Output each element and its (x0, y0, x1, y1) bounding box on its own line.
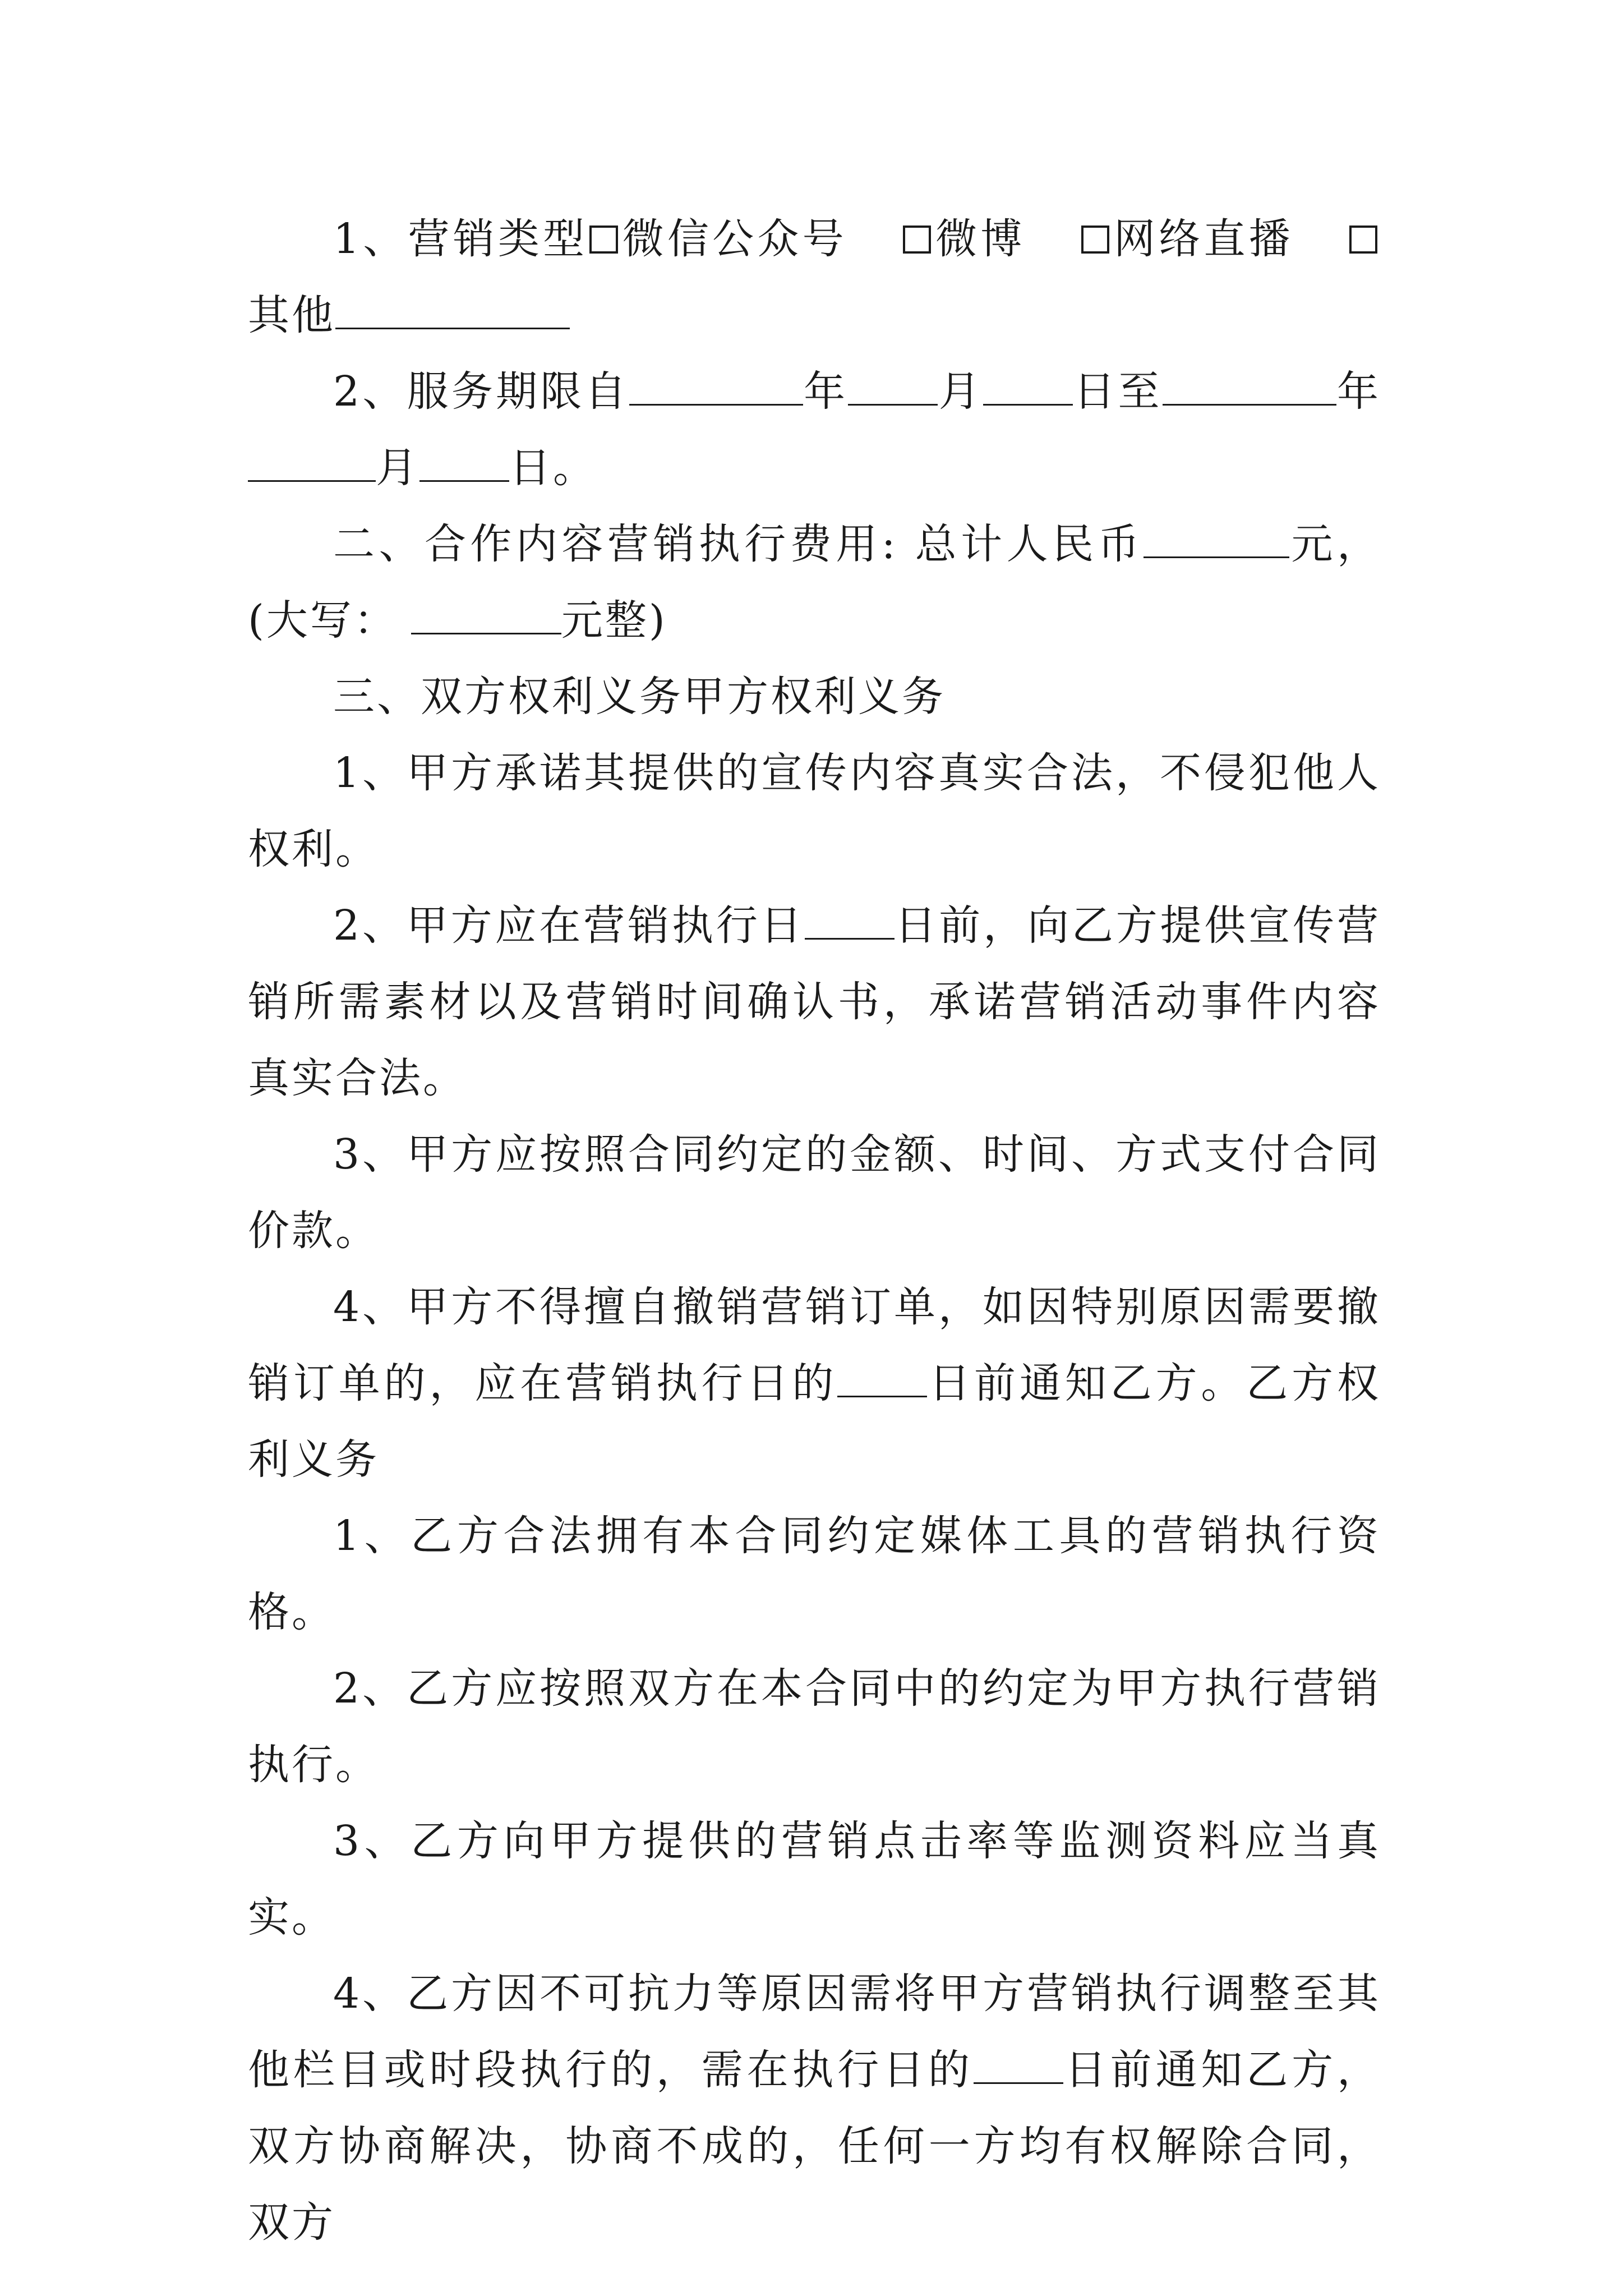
party-a-4-prefix: 4、甲方不得擅自撤销营销订单，如因特别原因需要撤销订单的，应在营销执行日的 (248, 1283, 1381, 1407)
document-body (248, 201, 1381, 2261)
checkbox-icon[interactable] (903, 226, 931, 254)
option-weibo: 微博 (934, 215, 1026, 263)
checkbox-icon[interactable] (1349, 226, 1377, 254)
year-label: 年 (803, 367, 849, 416)
days-blank[interactable] (805, 899, 895, 940)
days-blank[interactable] (974, 2043, 1063, 2084)
paragraph-party-a-3: 3、甲方应按照合同约定的金额、时间、方式支付合同价款。 (248, 1130, 1381, 1255)
fee-capital-label: 元，(大写： (248, 520, 1381, 645)
paragraph-party-b-3: 3、乙方向甲方提供的营销点击率等监测资料应当真实。 (248, 1817, 1381, 1941)
day-label: 日。 (509, 444, 597, 492)
party-b-4-prefix: 4、乙方因不可抗力等原因需将甲方营销执行调整至其他栏目或时段执行的，需在执行日的 (248, 1970, 1381, 2094)
paragraph-party-b-1: 1、乙方合法拥有本合同约定媒体工具的营销执行资格。 (248, 1512, 1381, 1636)
paragraph-party-a-4 (248, 1269, 1381, 1498)
marketing-type-label: 1、营销类型 (333, 215, 588, 263)
paragraph-party-a-2 (248, 887, 1381, 1116)
other-blank[interactable] (335, 288, 570, 329)
month-label: 月 (376, 444, 419, 492)
end-month-blank[interactable] (248, 441, 376, 482)
paragraph-party-b-4 (248, 1955, 1381, 2261)
start-day-blank[interactable] (983, 365, 1073, 406)
paragraph-marketing-type (248, 201, 1381, 353)
start-month-blank[interactable] (848, 365, 938, 406)
option-wechat: 微信公众号 (621, 215, 847, 263)
day-to-label: 日至 (1072, 367, 1163, 416)
end-year-blank[interactable] (1163, 365, 1336, 406)
party-a-4-suffix: 日前通知乙方。乙方权利义务 (248, 1359, 1381, 1484)
start-year-blank[interactable] (629, 365, 803, 406)
paragraph-party-b-2: 2、乙方应按照双方在本合同中的约定为甲方执行营销执行。 (248, 1664, 1381, 1789)
option-live-stream: 网络直播 (1112, 215, 1294, 263)
party-b-4-suffix: 日前通知乙方，双方协商解决，协商不成的，任何一方均有权解除合同，双方 (248, 2046, 1381, 2247)
checkbox-icon[interactable] (589, 226, 617, 254)
fee-suffix: 元整) (561, 596, 667, 645)
end-day-blank[interactable] (419, 441, 509, 482)
service-period-label: 2、服务期限自 (333, 367, 629, 416)
paragraph-service-period (248, 353, 1381, 506)
party-a-2-suffix: 日前，向乙方提供宣传营销所需素材以及营销时间确认书，承诺营销活动事件内容真实合法。 (248, 901, 1381, 1102)
paragraph-fee (248, 506, 1381, 659)
days-blank[interactable] (837, 1356, 927, 1397)
amount-blank[interactable] (1144, 517, 1289, 558)
party-a-2-prefix: 2、甲方应在营销执行日 (333, 901, 805, 950)
month-label: 月 (938, 367, 983, 416)
amount-capital-blank[interactable] (411, 593, 561, 634)
paragraph-section-3-heading: 三、双方权利义务甲方权利义务 (333, 673, 946, 721)
fee-label: 二、合作内容营销执行费用: 总计人民币 (333, 520, 1144, 568)
checkbox-icon[interactable] (1081, 226, 1109, 254)
paragraph-party-a-1: 1、甲方承诺其提供的宣传内容真实合法，不侵犯他人权利。 (248, 749, 1381, 873)
option-other: 其他 (248, 291, 335, 339)
year-label: 年 (1336, 367, 1381, 416)
